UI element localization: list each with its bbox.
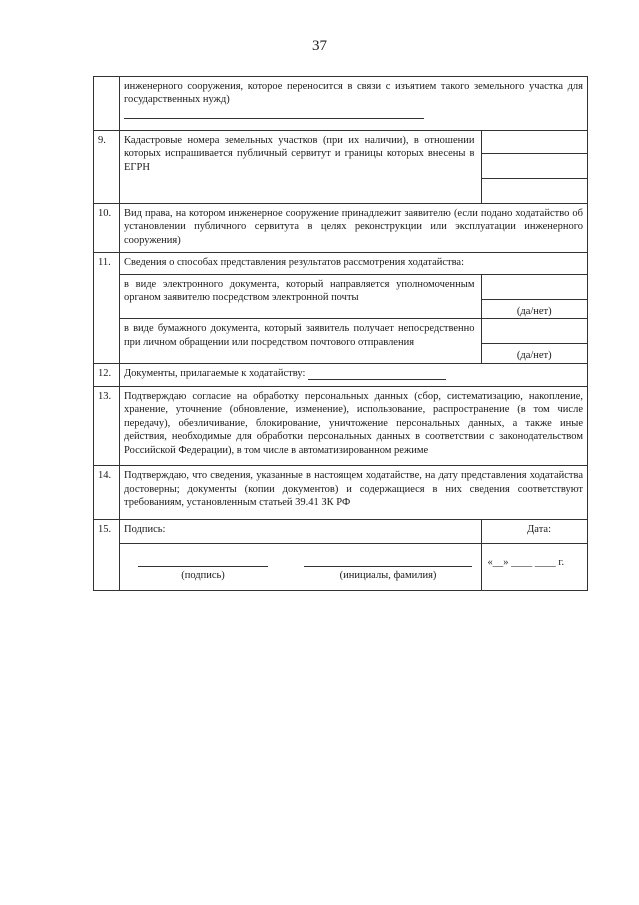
table-row — [94, 253, 588, 363]
row13-text: Подтверждаю согласие на обработку персональных данных (сбор, систематизацию, накопление, хранение, уточнение (обновление, изменение), использование, распространение (в том числе передачу), обезличивание, блокирование, уничтожение персональных данных, а также иные действия, необходимые для обработки персональных данных в соответствии с законодательством Российской Федерации), в том числе в автоматизированном режиме — [120, 386, 588, 465]
cadastral-number-field[interactable] — [482, 131, 588, 154]
name-field[interactable] — [304, 556, 472, 567]
attached-documents-field[interactable] — [308, 369, 446, 380]
page-number: 37 — [312, 38, 327, 54]
date-field[interactable]: «__» ____ ____ г. — [481, 543, 587, 590]
row-number: 14. — [94, 466, 120, 520]
row-number: 11. — [94, 253, 120, 363]
row9-text: Кадастровые номера земельных участков (при их наличии), в отношении которых испрашивается публичный сервитут и границы которых внесены в ЕГРН — [124, 134, 475, 173]
row11-text: Сведения о способах представления результатов рассмотрения ходатайства: — [120, 253, 587, 274]
signature-label: Подпись: — [124, 524, 166, 536]
row14-text: Подтверждаю, что сведения, указанные в настоящем ходатайстве, на дату представления ходатайства достоверны; документы (копии документов) и содержащиеся в них сведения соответствуют требованиям, установленным статьей 39.41 ЗК РФ — [120, 466, 588, 520]
signature-caption: (подпись) — [181, 569, 225, 581]
paper-answer-field[interactable] — [482, 319, 588, 344]
delivery-option-paper: в виде бумажного документа, который заявитель получает непосредственно при личном обращении или посредством почтового отправления — [124, 323, 475, 348]
table-row — [94, 130, 588, 203]
row-number: 9. — [94, 130, 120, 203]
name-caption: (инициалы, фамилия) — [339, 569, 437, 581]
table-row — [94, 466, 588, 520]
table-row — [94, 363, 588, 386]
cadastral-number-field[interactable] — [482, 179, 588, 203]
delivery-option-electronic: в виде электронного документа, который направляется уполномоченным органом заявителю посредством электронной почты — [124, 278, 475, 304]
table-row — [94, 386, 588, 465]
row-number: 12. — [94, 363, 120, 386]
date-label: Дата: — [481, 520, 587, 543]
table-row — [94, 520, 588, 591]
cadastral-number-field[interactable] — [482, 154, 588, 179]
table-row — [94, 77, 588, 131]
table-row — [94, 203, 588, 252]
row8-continuation-text: инженерного сооружения, которое переносится в связи с изъятием такого земельного участка для государственных нужд) — [124, 81, 583, 106]
row-number: 15. — [94, 520, 120, 591]
row-number: 10. — [94, 203, 120, 252]
electronic-answer-field[interactable] — [482, 275, 588, 300]
yes-no-caption: (да/нет) — [516, 305, 552, 317]
signature-field[interactable] — [138, 556, 268, 567]
row10-text: Вид права, на котором инженерное сооружение принадлежит заявителю (если подано ходатайство об установлении публичного сервитута в целях реконструкции или эксплуатации инженерного сооружения) — [120, 203, 588, 252]
row12-text: Документы, прилагаемые к ходатайству: — [124, 367, 306, 379]
row-number: 13. — [94, 386, 120, 465]
yes-no-caption: (да/нет) — [516, 350, 552, 362]
form-table — [93, 76, 588, 591]
